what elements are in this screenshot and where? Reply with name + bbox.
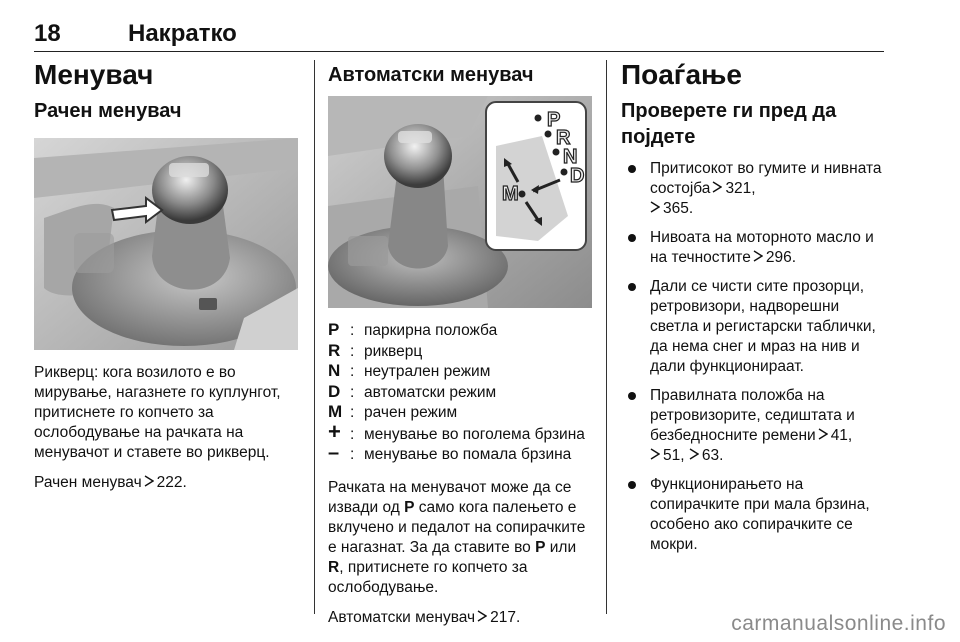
gate-letter-p: P [547,109,561,131]
gate-letter-m: M [502,183,519,205]
header-rule [34,51,884,52]
definition-text: неутрален режим [364,363,491,380]
subsection-title-checks: Проверете ги пред да појдете [621,100,837,148]
page-reference-icon [689,446,699,466]
bullet-icon [628,234,636,242]
watermark: carmanualsonline.info [731,612,946,635]
page-reference-icon [712,179,722,199]
reverse-instruction: Рикверц: кога возилото е во мирување, нагазнете го куплунгот, притиснете го копчето за ослободување на рачката на менувачот и ставете во рикверц. [34,364,281,461]
reference-page: 296. [765,249,796,266]
checklist [621,159,889,555]
page-reference-icon [753,248,763,268]
manual-shifter-illustration [34,138,298,350]
definition-row: P : паркирна положба [328,320,498,339]
column-automatic-gearbox [328,58,594,628]
page-reference-icon [477,608,487,628]
definition-key: D [328,381,341,401]
column-manual-gearbox [34,58,300,493]
list-item: Притисокот во гумите и нивната состојба 321, 365. [621,159,889,219]
reference-page: 365. [663,200,694,217]
section-title-starting: Поаѓање [621,59,742,90]
column-starting-off [621,58,889,555]
bullet-icon [628,165,636,173]
list-item: Дали се чисти сите прозорци, ретровизори, надворешни светла и регистарски таблички, да нема снег и мраз на нив и дали функционираат. [621,277,889,377]
definition-row: D : автоматски режим [328,381,497,401]
section-title: Менувач [34,59,154,90]
definition-key: P [328,320,340,339]
inline-key: P [535,538,546,556]
automatic-shifter-photo [328,96,592,308]
page-header [34,20,884,50]
reference-text: Рачен менувач [34,474,142,491]
subsection-title: Рачен менувач [34,100,182,122]
gate-letter-d: D [570,165,585,187]
page-reference-icon [144,473,154,493]
definition-row: + : менување во поголема брзина [328,418,585,444]
list-item: Функционирањето на сопирачките при мала брзина, особено ако сопирачките се мокри. [621,475,889,555]
definition-text: рачен режим [364,404,458,421]
definition-text: менување во поголема брзина [364,425,585,443]
bullet-icon [628,392,636,400]
reference-page: 63. [701,447,724,464]
reference-text: Автоматски менувач [328,608,476,626]
minus-icon: – [328,442,340,464]
reference-page: 217. [490,608,521,626]
column-divider-1 [314,60,315,614]
page-reference-icon [650,446,660,466]
inline-key: R [328,558,340,576]
automatic-gearbox-reference [328,608,594,628]
list-item: Правилната положба на ретровизорите, седиштата и безбедносните ремени 41, 51, 63. [621,386,889,466]
definition-key: M [328,402,343,421]
list-item: Нивоата на моторното масло и на течностите 296. [621,228,889,268]
definition-text: менување во помала брзина [364,446,572,463]
chapter-title: Накратко [128,20,237,47]
definition-text: автоматски режим [364,383,497,401]
gate-letter-n: N [563,146,578,168]
reference-page: 222. [156,474,187,491]
inline-key: P [404,498,415,516]
definition-row: M : рачен режим [328,402,458,421]
bullet-icon [628,481,636,489]
gate-letter-r: R [556,127,571,149]
definition-row: N : неутрален режим [328,361,491,380]
definition-row: – : менување во помала брзина [328,442,572,464]
manual-gearbox-reference [34,473,300,493]
definition-key: R [328,340,341,360]
section-title-automatic: Автоматски менувач [328,64,534,86]
automatic-shifter-illustration [328,96,592,308]
definition-text: рикверц [364,342,423,360]
page-number: 18 [34,20,61,47]
definition-key: N [328,361,341,380]
definition-text: паркирна положба [364,322,498,339]
reference-page: 321, [725,180,756,197]
definition-row: R : рикверц [328,340,423,360]
manual-shifter-photo [34,138,298,350]
plus-icon: + [328,418,341,444]
selector-lever-instruction: Рачката на менувачот може да се извади од P само кога палењето е вклучено и педалот на сопирачките е нагазнат. За да ставите во P или R, притиснете го копчето за ослободување. [328,478,586,596]
reference-page: 41, [830,427,853,444]
page-reference-icon [818,426,828,446]
column-divider-2 [606,60,607,614]
bullet-icon [628,283,636,291]
reference-page: 51, [663,447,685,464]
page-reference-icon [650,199,660,219]
gear-definitions [328,320,594,465]
